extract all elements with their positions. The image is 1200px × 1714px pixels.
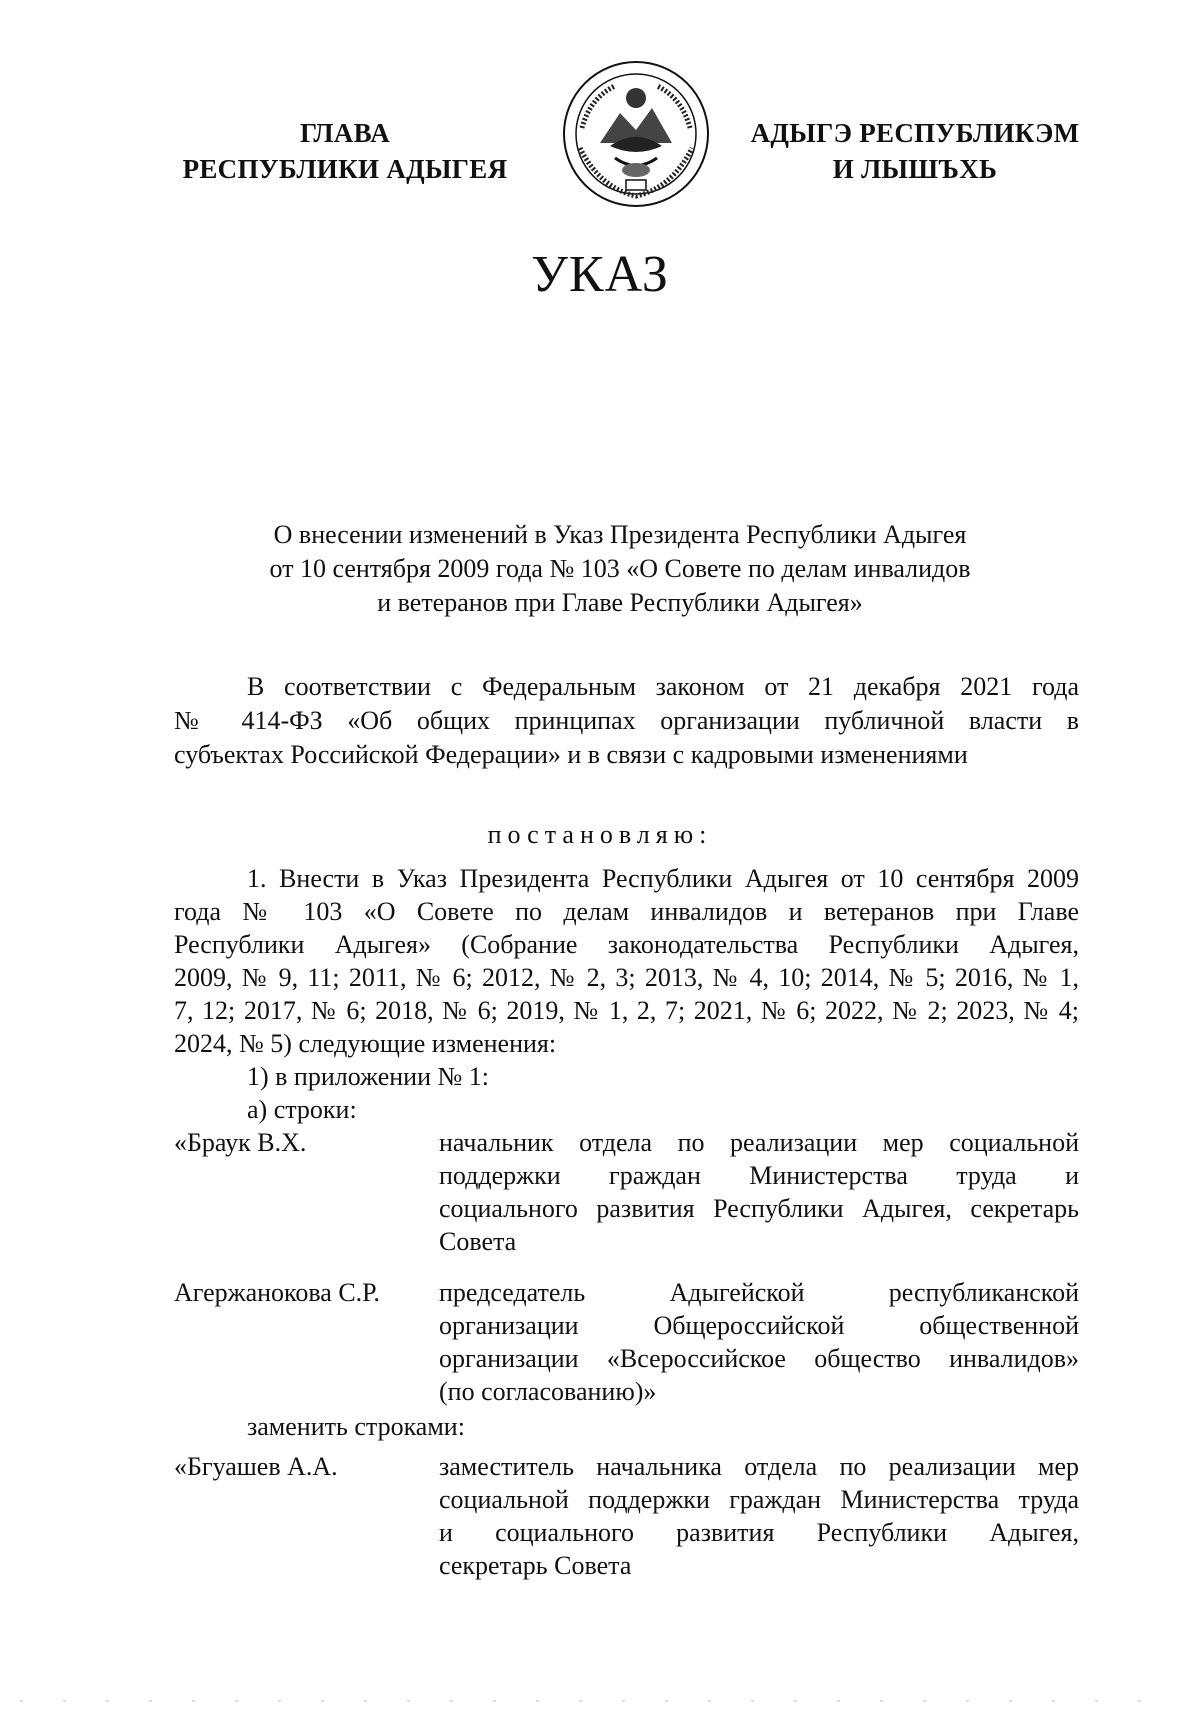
header-right-line2: И ЛЫШЪХЬ <box>832 154 998 184</box>
header-left-line2: РЕСПУБЛИКИ АДЫГЕЯ <box>182 154 508 184</box>
header-right-line1: АДЫГЭ РЕСПУБЛИКЭМ <box>750 118 1080 148</box>
preamble-line2: № 414-ФЗ «Об общих принципах организации публичной власти в <box>174 706 1079 735</box>
item1-sub1: 1) в приложении № 1: <box>247 1062 490 1091</box>
scan-noise-dots <box>0 1700 1200 1702</box>
old-row-2-desc-line2: организации Общероссийской общественной <box>439 1311 1079 1340</box>
new-row-1-name: «Бгуашев А.А. <box>174 1452 338 1481</box>
item1-line1: 1. Внести в Указ Президента Республики Адыгея от 10 сентября 2009 <box>247 864 1079 893</box>
old-row-2-desc-line4: (по согласованию)» <box>439 1377 657 1406</box>
header-right <box>735 115 1095 187</box>
old-row-2-desc <box>439 1276 1079 1408</box>
item1-line6: 2024, № 5) следующие изменения: <box>174 1029 557 1058</box>
subject-line2: от 10 сентября 2009 года № 103 «О Совете по делам инвалидов <box>269 554 971 583</box>
preamble-line3: субъектах Российской Федерации» и в связи с кадровыми изменениями <box>174 740 968 769</box>
old-row-1-desc-line1: начальник отдела по реализации мер социальной <box>439 1128 1079 1157</box>
old-row-2-desc-line3: организации «Всероссийское общество инвалидов» <box>439 1344 1079 1373</box>
subject-line3: и ветеранов при Главе Республики Адыгея» <box>377 588 863 617</box>
item1-sub-a: а) строки: <box>247 1095 357 1124</box>
replace-text: заменить строками: <box>247 1412 465 1441</box>
old-row-2-desc-line1: председатель Адыгейской республиканской <box>439 1278 1079 1307</box>
old-row-1-desc-line2: поддержки граждан Министерства труда и <box>439 1161 1079 1190</box>
subject-line1: О внесении изменений в Указ Президента Республики Адыгея <box>273 520 967 549</box>
document-subject <box>170 518 1070 620</box>
new-row-1-desc <box>439 1450 1079 1582</box>
old-row-1-name: «Браук В.Х. <box>174 1128 307 1157</box>
decree-word: постановляю: <box>487 820 713 849</box>
header-left-line1: ГЛАВА <box>299 118 391 148</box>
item1-line5: 7, 12; 2017, № 6; 2018, № 6; 2019, № 1, 2, 7; 2021, № 6; 2022, № 2; 2023, № 4; <box>174 996 1079 1025</box>
old-row-1-desc-line4: Совета <box>439 1227 517 1256</box>
coat-of-arms-emblem <box>560 58 712 210</box>
header-left <box>140 115 550 187</box>
new-row-1-desc-line3: и социального развития Республики Адыгея, <box>439 1518 1079 1547</box>
old-row-2-name: Агержанокова С.Р. <box>174 1278 380 1307</box>
item1-line2: года № 103 «О Совете по делам инвалидов и ветеранов при Главе <box>174 897 1079 926</box>
document-title: УКАЗ <box>531 246 669 303</box>
preamble-line1: В соответствии с Федеральным законом от 21 декабря 2021 года <box>247 672 1079 701</box>
old-row-1-desc <box>439 1126 1079 1258</box>
new-row-1-desc-line4: секретарь Совета <box>439 1551 632 1580</box>
item1-line4: 2009, № 9, 11; 2011, № 6; 2012, № 2, 3; 2013, № 4, 10; 2014, № 5; 2016, № 1, <box>174 963 1079 992</box>
item1-line3: Республики Адыгея» (Собрание законодательства Республики Адыгея, <box>174 930 1079 959</box>
new-row-1-desc-line2: социальной поддержки граждан Министерства труда <box>439 1485 1079 1514</box>
old-row-1-desc-line3: социального развития Республики Адыгея, секретарь <box>439 1194 1079 1223</box>
new-row-1-desc-line1: заместитель начальника отдела по реализации мер <box>439 1452 1079 1481</box>
